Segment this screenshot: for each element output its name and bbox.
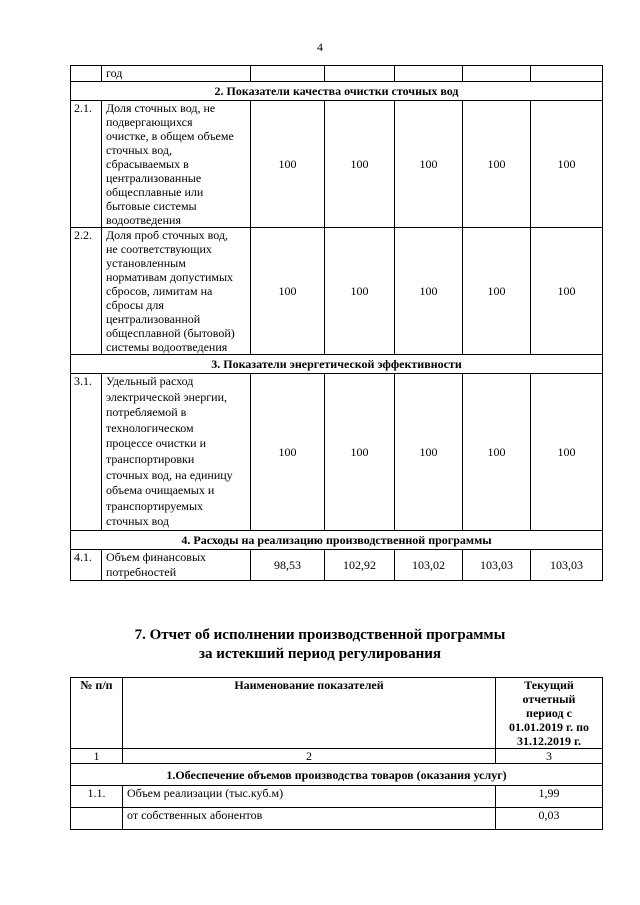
header-name: Наименование показателей [123, 678, 496, 749]
value-cell: 103,02 [395, 549, 463, 580]
indicator-name: Объем реализации (тыс.куб.м) [123, 786, 496, 808]
value-cell: 100 [325, 228, 395, 355]
report-table [70, 677, 603, 830]
section-title: 4. Расходы на реализацию производственной программы [71, 530, 603, 549]
row-number: 1.1. [71, 786, 123, 808]
value-cell: 0,03 [496, 808, 603, 830]
header-number: № п/п [71, 678, 123, 749]
row-number: 2.1. [71, 101, 102, 228]
value-cell: 100 [251, 228, 325, 355]
value-cell: 100 [395, 101, 463, 228]
heading-line: за истекший период регулирования [198, 646, 442, 662]
value-cell: 100 [251, 101, 325, 228]
page-number: 4 [317, 40, 323, 54]
value-cell: 1,99 [496, 786, 603, 808]
column-number: 1 [71, 749, 123, 764]
indicators-table [70, 65, 603, 581]
row-number [71, 808, 123, 830]
header-period: Текущий отчетный период с 01.01.2019 г. по 31.12.2019 г. [496, 678, 603, 749]
numbering-row [71, 749, 603, 764]
indicator-name: Объем финансовых потребностей [102, 549, 251, 580]
heading-line: 7. Отчет об исполнении производственной программы [134, 627, 506, 643]
section-row [71, 530, 603, 549]
table-row [71, 786, 603, 808]
value-cell: 100 [395, 228, 463, 355]
value-cell: 103,03 [531, 549, 603, 580]
section-title: 2. Показатели качества очистки сточных вод [71, 82, 603, 101]
indicator-name: Доля проб сточных вод, не соответствующих установленным нормативам допустимых сбросов, лимитам на сбросы для централизованной общесплавной (бытовой) системы водоотведения [102, 228, 251, 355]
table-row [71, 374, 603, 531]
row-number: 2.2. [71, 228, 102, 355]
table-row [71, 228, 603, 355]
value-cell: 100 [531, 374, 603, 531]
value-cell: 100 [325, 374, 395, 531]
value-cell: 102,92 [325, 549, 395, 580]
indicator-name: Доля сточных вод, не подвергающихся очистке, в общем объеме сточных вод, сбрасываемых в централизованные общесплавные или бытовые системы водоотведения [102, 101, 251, 228]
table-row [71, 549, 603, 580]
section-row [71, 355, 603, 374]
carry-over-row [71, 66, 603, 82]
table-row [71, 808, 603, 830]
row-number: 3.1. [71, 374, 102, 531]
section-title: 1.Обеспечение объемов производства товаров (оказания услуг) [71, 764, 603, 786]
value-cell: 100 [325, 101, 395, 228]
value-cell: 100 [251, 374, 325, 531]
header-row [71, 678, 603, 749]
table-row [71, 101, 603, 228]
carry-over-label: год [102, 66, 251, 82]
indicator-name: от собственных абонентов [123, 808, 496, 830]
section-title: 3. Показатели энергетической эффективности [71, 355, 603, 374]
section-row [71, 82, 603, 101]
value-cell: 100 [463, 374, 531, 531]
column-number: 2 [123, 749, 496, 764]
section-row [71, 764, 603, 786]
row-number: 4.1. [71, 549, 102, 580]
value-cell: 100 [463, 228, 531, 355]
value-cell: 100 [395, 374, 463, 531]
column-number: 3 [496, 749, 603, 764]
indicator-name: Удельный расход электрической энергии, потребляемой в технологическом процессе очистки и транспортировки сточных вод, на единицу объема очищаемых и транспортируемых сточных вод [102, 374, 251, 531]
value-cell: 103,03 [463, 549, 531, 580]
value-cell: 98,53 [251, 549, 325, 580]
section-heading [0, 626, 640, 664]
value-cell: 100 [463, 101, 531, 228]
value-cell: 100 [531, 228, 603, 355]
value-cell: 100 [531, 101, 603, 228]
